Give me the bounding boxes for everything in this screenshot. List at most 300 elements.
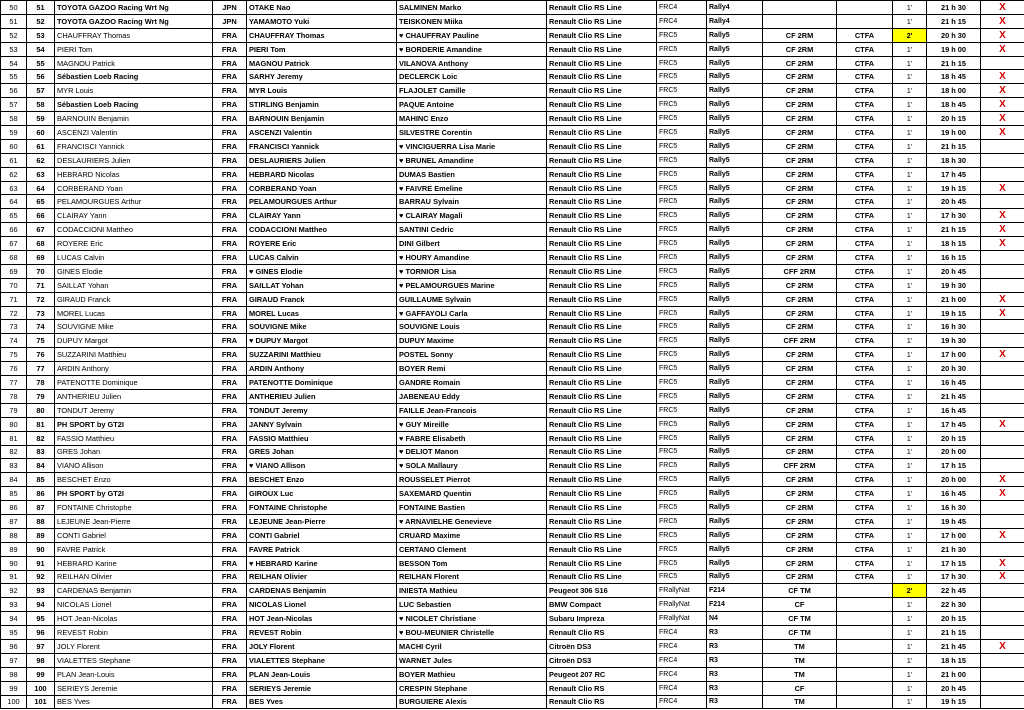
table-row	[1, 417, 1024, 431]
car-model-cell: Renault Clio RS Line	[547, 223, 657, 237]
driver-cell: ROYERE Eric	[247, 237, 397, 251]
start-interval-cell: 1'	[893, 278, 927, 292]
championship-cell	[763, 1, 837, 15]
championship-cell: CF 2RM	[763, 278, 837, 292]
cup-cell: CTFA	[837, 459, 893, 473]
co-driver-cell: DECLERCK Loic	[397, 70, 547, 84]
competitor-cell: FRANCISCI Yannick	[55, 139, 213, 153]
row-index-cell: 58	[1, 112, 27, 126]
start-interval-cell: 1'	[893, 612, 927, 626]
table-row	[1, 334, 1024, 348]
cup-cell: CTFA	[837, 514, 893, 528]
nationality-cell: JPN	[213, 1, 247, 15]
nationality-cell: FRA	[213, 112, 247, 126]
nationality-cell: FRA	[213, 126, 247, 140]
competitor-cell: CODACCIONI Mattheo	[55, 223, 213, 237]
table-row	[1, 278, 1024, 292]
nationality-cell: FRA	[213, 431, 247, 445]
row-index-cell: 72	[1, 306, 27, 320]
table-row	[1, 237, 1024, 251]
driver-cell: VIALETTES Stephane	[247, 653, 397, 667]
championship-cell: CF 2RM	[763, 112, 837, 126]
car-model-cell: Renault Clio RS Line	[547, 84, 657, 98]
group-cell: FRC5	[657, 445, 707, 459]
driver-cell: FONTAINE Christophe	[247, 501, 397, 515]
cup-cell: CTFA	[837, 292, 893, 306]
competitor-cell: CLAIRAY Yann	[55, 209, 213, 223]
start-interval-cell: 1'	[893, 223, 927, 237]
car-number-cell: 66	[27, 209, 55, 223]
start-interval-cell: 1'	[893, 334, 927, 348]
class-cell: R3	[707, 653, 763, 667]
competitor-cell: BES Yves	[55, 695, 213, 709]
co-driver-cell: DINI Gilbert	[397, 237, 547, 251]
group-cell: FRC5	[657, 528, 707, 542]
table-row	[1, 14, 1024, 28]
group-cell: FRC5	[657, 334, 707, 348]
car-model-cell: Renault Clio RS Line	[547, 417, 657, 431]
reservation-mark-cell	[981, 195, 1024, 209]
championship-cell: CF 2RM	[763, 292, 837, 306]
table-row	[1, 292, 1024, 306]
competitor-cell: TONDUT Jeremy	[55, 403, 213, 417]
start-interval-cell: 1'	[893, 695, 927, 709]
competitor-cell: FAVRE Patrick	[55, 542, 213, 556]
nationality-cell: FRA	[213, 195, 247, 209]
start-interval-cell: 1'	[893, 417, 927, 431]
car-model-cell: Renault Clio RS Line	[547, 320, 657, 334]
co-driver-cell: ROUSSELET Pierrot	[397, 473, 547, 487]
class-cell: Rally5	[707, 570, 763, 584]
group-cell: FRC4	[657, 626, 707, 640]
co-driver-cell: PAQUE Antoine	[397, 98, 547, 112]
competitor-cell: REVEST Robin	[55, 626, 213, 640]
co-driver-cell: CERTANO Clement	[397, 542, 547, 556]
class-cell: Rally5	[707, 153, 763, 167]
table-row	[1, 56, 1024, 70]
start-interval-cell: 1'	[893, 389, 927, 403]
start-time-cell: 16 h 30	[927, 501, 981, 515]
competitor-cell: Sébastien Loeb Racing	[55, 98, 213, 112]
nationality-cell: FRA	[213, 403, 247, 417]
competitor-cell: GINES Elodie	[55, 264, 213, 278]
start-interval-cell: 1'	[893, 473, 927, 487]
group-cell: FRC5	[657, 28, 707, 42]
car-number-cell: 97	[27, 639, 55, 653]
competitor-cell: SUZZARINI Matthieu	[55, 348, 213, 362]
nationality-cell: FRA	[213, 528, 247, 542]
driver-cell: ASCENZI Valentin	[247, 126, 397, 140]
championship-cell: CF 2RM	[763, 389, 837, 403]
row-index-cell: 89	[1, 542, 27, 556]
driver-cell: JANNY Sylvain	[247, 417, 397, 431]
car-number-cell: 62	[27, 153, 55, 167]
start-interval-cell: 1'	[893, 362, 927, 376]
row-index-cell: 52	[1, 28, 27, 42]
row-index-cell: 99	[1, 681, 27, 695]
start-time-cell: 18 h 00	[927, 84, 981, 98]
start-interval-cell: 1'	[893, 487, 927, 501]
driver-cell: GIROUX Luc	[247, 487, 397, 501]
car-model-cell: Renault Clio RS Line	[547, 514, 657, 528]
table-row	[1, 167, 1024, 181]
cup-cell: CTFA	[837, 181, 893, 195]
reservation-mark-cell: X	[981, 306, 1024, 320]
car-number-cell: 58	[27, 98, 55, 112]
co-driver-cell: TEISKONEN Miika	[397, 14, 547, 28]
group-cell: FRC5	[657, 570, 707, 584]
championship-cell: CF 2RM	[763, 362, 837, 376]
nationality-cell: FRA	[213, 278, 247, 292]
table-row	[1, 306, 1024, 320]
group-cell: FRC5	[657, 473, 707, 487]
row-index-cell: 62	[1, 167, 27, 181]
start-time-cell: 17 h 15	[927, 459, 981, 473]
start-interval-cell: 1'	[893, 306, 927, 320]
table-row	[1, 251, 1024, 265]
row-index-cell: 95	[1, 626, 27, 640]
co-driver-cell: ♥ CLAIRAY Magali	[397, 209, 547, 223]
championship-cell: CF 2RM	[763, 56, 837, 70]
cup-cell: CTFA	[837, 223, 893, 237]
championship-cell: TM	[763, 653, 837, 667]
competitor-cell: CORBERAND Yoan	[55, 181, 213, 195]
start-interval-cell: 1'	[893, 209, 927, 223]
group-cell: FRC5	[657, 251, 707, 265]
car-model-cell: Renault Clio RS Line	[547, 570, 657, 584]
co-driver-cell: ♥ ARNAVIELHE Genevieve	[397, 514, 547, 528]
row-index-cell: 51	[1, 14, 27, 28]
reservation-mark-cell	[981, 667, 1024, 681]
co-driver-cell: BOYER Mathieu	[397, 667, 547, 681]
driver-cell: CORBERAND Yoan	[247, 181, 397, 195]
car-number-cell: 52	[27, 14, 55, 28]
entry-rows	[1, 1, 1024, 709]
start-interval-cell: 1'	[893, 98, 927, 112]
cup-cell: CTFA	[837, 112, 893, 126]
start-interval-cell: 1'	[893, 459, 927, 473]
nationality-cell: FRA	[213, 306, 247, 320]
start-interval-cell: 1'	[893, 348, 927, 362]
car-model-cell: Renault Clio RS Line	[547, 362, 657, 376]
nationality-cell: FRA	[213, 292, 247, 306]
nationality-cell: FRA	[213, 376, 247, 390]
reservation-mark-cell: X	[981, 417, 1024, 431]
nationality-cell: FRA	[213, 695, 247, 709]
start-interval-cell: 1'	[893, 626, 927, 640]
driver-cell: FASSIO Matthieu	[247, 431, 397, 445]
group-cell: FRallyNat	[657, 612, 707, 626]
group-cell: FRC5	[657, 264, 707, 278]
championship-cell: CF 2RM	[763, 42, 837, 56]
co-driver-cell: ♥ VINCIGUERRA Lisa Marie	[397, 139, 547, 153]
driver-cell: SERIEYS Jeremie	[247, 681, 397, 695]
table-row	[1, 42, 1024, 56]
cup-cell: CTFA	[837, 237, 893, 251]
reservation-mark-cell	[981, 681, 1024, 695]
championship-cell: CF 2RM	[763, 473, 837, 487]
driver-cell: DESLAURIERS Julien	[247, 153, 397, 167]
car-model-cell: Renault Clio RS Line	[547, 278, 657, 292]
group-cell: FRC5	[657, 459, 707, 473]
row-index-cell: 73	[1, 320, 27, 334]
car-number-cell: 100	[27, 681, 55, 695]
car-model-cell: Renault Clio RS Line	[547, 42, 657, 56]
car-number-cell: 68	[27, 237, 55, 251]
group-cell: FRC5	[657, 181, 707, 195]
nationality-cell: JPN	[213, 14, 247, 28]
cup-cell: CTFA	[837, 473, 893, 487]
championship-cell: CF 2RM	[763, 556, 837, 570]
table-row	[1, 98, 1024, 112]
car-number-cell: 53	[27, 28, 55, 42]
championship-cell: CF TM	[763, 626, 837, 640]
car-number-cell: 55	[27, 56, 55, 70]
driver-cell: ANTHERIEU Julien	[247, 389, 397, 403]
competitor-cell: NICOLAS Lionel	[55, 598, 213, 612]
co-driver-cell: FLAJOLET Camille	[397, 84, 547, 98]
co-driver-cell: LUC Sebastien	[397, 598, 547, 612]
nationality-cell: FRA	[213, 445, 247, 459]
cup-cell: CTFA	[837, 528, 893, 542]
car-model-cell: Renault Clio RS Line	[547, 348, 657, 362]
row-index-cell: 100	[1, 695, 27, 709]
class-cell: Rally5	[707, 348, 763, 362]
co-driver-cell: MACHI Cyril	[397, 639, 547, 653]
car-model-cell: Renault Clio RS Line	[547, 403, 657, 417]
class-cell: Rally5	[707, 403, 763, 417]
car-number-cell: 82	[27, 431, 55, 445]
nationality-cell: FRA	[213, 251, 247, 265]
start-time-cell: 17 h 00	[927, 528, 981, 542]
car-number-cell: 65	[27, 195, 55, 209]
co-driver-cell: BARRAU Sylvain	[397, 195, 547, 209]
competitor-cell: ASCENZI Valentin	[55, 126, 213, 140]
nationality-cell: FRA	[213, 181, 247, 195]
reservation-mark-cell	[981, 264, 1024, 278]
co-driver-cell: ♥ FABRE Elisabeth	[397, 431, 547, 445]
group-cell: FRallyNat	[657, 584, 707, 598]
table-row	[1, 695, 1024, 709]
row-index-cell: 76	[1, 362, 27, 376]
championship-cell: CF 2RM	[763, 195, 837, 209]
row-index-cell: 74	[1, 334, 27, 348]
reservation-mark-cell	[981, 584, 1024, 598]
cup-cell: CTFA	[837, 70, 893, 84]
car-number-cell: 95	[27, 612, 55, 626]
car-number-cell: 101	[27, 695, 55, 709]
start-interval-cell: 1'	[893, 42, 927, 56]
driver-cell: CODACCIONI Mattheo	[247, 223, 397, 237]
driver-cell: NICOLAS Lionel	[247, 598, 397, 612]
reservation-mark-cell	[981, 514, 1024, 528]
group-cell: FRC5	[657, 403, 707, 417]
table-row	[1, 639, 1024, 653]
class-cell: Rally5	[707, 292, 763, 306]
class-cell: Rally5	[707, 528, 763, 542]
row-index-cell: 61	[1, 153, 27, 167]
championship-cell: CF 2RM	[763, 320, 837, 334]
car-number-cell: 89	[27, 528, 55, 542]
championship-cell: CF TM	[763, 612, 837, 626]
cup-cell: CTFA	[837, 389, 893, 403]
group-cell: FRC4	[657, 695, 707, 709]
nationality-cell: FRA	[213, 417, 247, 431]
car-number-cell: 98	[27, 653, 55, 667]
championship-cell: CF	[763, 598, 837, 612]
co-driver-cell: BURGUIERE Alexis	[397, 695, 547, 709]
car-number-cell: 81	[27, 417, 55, 431]
championship-cell: CF 2RM	[763, 70, 837, 84]
start-time-cell: 16 h 15	[927, 251, 981, 265]
class-cell: Rally5	[707, 56, 763, 70]
competitor-cell: CARDENAS Benjamin	[55, 584, 213, 598]
row-index-cell: 94	[1, 612, 27, 626]
class-cell: Rally5	[707, 237, 763, 251]
row-index-cell: 96	[1, 639, 27, 653]
competitor-cell: TOYOTA GAZOO Racing Wrt Ng	[55, 1, 213, 15]
start-time-cell: 21 h 45	[927, 389, 981, 403]
reservation-mark-cell: X	[981, 70, 1024, 84]
driver-cell: GRES Johan	[247, 445, 397, 459]
driver-cell: SUZZARINI Matthieu	[247, 348, 397, 362]
start-interval-cell: 1'	[893, 153, 927, 167]
class-cell: Rally5	[707, 514, 763, 528]
driver-cell: BES Yves	[247, 695, 397, 709]
car-number-cell: 85	[27, 473, 55, 487]
championship-cell: CFF 2RM	[763, 264, 837, 278]
car-number-cell: 69	[27, 251, 55, 265]
reservation-mark-cell: X	[981, 570, 1024, 584]
table-row	[1, 556, 1024, 570]
car-model-cell: BMW Compact	[547, 598, 657, 612]
cup-cell: CTFA	[837, 431, 893, 445]
driver-cell: JOLY Florent	[247, 639, 397, 653]
co-driver-cell: ♥ BORDERIE Amandine	[397, 42, 547, 56]
cup-cell: CTFA	[837, 306, 893, 320]
class-cell: N4	[707, 612, 763, 626]
start-interval-cell: 1'	[893, 501, 927, 515]
championship-cell: CF 2RM	[763, 431, 837, 445]
table-row	[1, 403, 1024, 417]
reservation-mark-cell: X	[981, 528, 1024, 542]
co-driver-cell: REILHAN Florent	[397, 570, 547, 584]
start-interval-cell: 1'	[893, 264, 927, 278]
co-driver-cell: SOUVIGNE Louis	[397, 320, 547, 334]
driver-cell: MYR Louis	[247, 84, 397, 98]
start-interval-cell: 1'	[893, 195, 927, 209]
nationality-cell: FRA	[213, 487, 247, 501]
start-time-cell: 18 h 30	[927, 153, 981, 167]
start-time-cell: 20 h 15	[927, 612, 981, 626]
competitor-cell: SAILLAT Yohan	[55, 278, 213, 292]
co-driver-cell: ♥ HOURY Amandine	[397, 251, 547, 265]
championship-cell: CF 2RM	[763, 348, 837, 362]
car-model-cell: Renault Clio RS Line	[547, 167, 657, 181]
reservation-mark-cell	[981, 167, 1024, 181]
co-driver-cell: ♥ CHAUFFRAY Pauline	[397, 28, 547, 42]
co-driver-cell: CRUARD Maxime	[397, 528, 547, 542]
car-number-cell: 63	[27, 167, 55, 181]
driver-cell: CARDENAS Benjamin	[247, 584, 397, 598]
class-cell: Rally5	[707, 126, 763, 140]
car-number-cell: 90	[27, 542, 55, 556]
competitor-cell: BARNOUIN Benjamin	[55, 112, 213, 126]
competitor-cell: HOT Jean-Nicolas	[55, 612, 213, 626]
start-interval-cell: 1'	[893, 251, 927, 265]
class-cell: Rally5	[707, 389, 763, 403]
start-time-cell: 17 h 30	[927, 570, 981, 584]
row-index-cell: 77	[1, 376, 27, 390]
car-model-cell: Renault Clio RS Line	[547, 98, 657, 112]
cup-cell	[837, 584, 893, 598]
start-time-cell: 21 h 30	[927, 542, 981, 556]
cup-cell: CTFA	[837, 334, 893, 348]
nationality-cell: FRA	[213, 167, 247, 181]
car-number-cell: 57	[27, 84, 55, 98]
co-driver-cell: ♥ PELAMOURGUES Marine	[397, 278, 547, 292]
row-index-cell: 81	[1, 431, 27, 445]
car-model-cell: Renault Clio RS Line	[547, 306, 657, 320]
table-row	[1, 445, 1024, 459]
class-cell: F214	[707, 584, 763, 598]
nationality-cell: FRA	[213, 237, 247, 251]
class-cell: Rally5	[707, 431, 763, 445]
table-row	[1, 195, 1024, 209]
nationality-cell: FRA	[213, 639, 247, 653]
car-model-cell: Citroën DS3	[547, 639, 657, 653]
group-cell: FRC5	[657, 348, 707, 362]
table-row	[1, 84, 1024, 98]
start-time-cell: 19 h 00	[927, 126, 981, 140]
class-cell: Rally5	[707, 334, 763, 348]
cup-cell: CTFA	[837, 278, 893, 292]
group-cell: FRC5	[657, 209, 707, 223]
class-cell: Rally5	[707, 70, 763, 84]
group-cell: FRC4	[657, 639, 707, 653]
cup-cell: CTFA	[837, 251, 893, 265]
competitor-cell: Sébastien Loeb Racing	[55, 70, 213, 84]
group-cell: FRC5	[657, 167, 707, 181]
start-interval-cell: 1'	[893, 598, 927, 612]
class-cell: Rally5	[707, 223, 763, 237]
group-cell: FRC4	[657, 1, 707, 15]
start-time-cell: 20 h 00	[927, 473, 981, 487]
group-cell: FRC5	[657, 126, 707, 140]
driver-cell: LUCAS Calvin	[247, 251, 397, 265]
cup-cell: CTFA	[837, 98, 893, 112]
nationality-cell: FRA	[213, 542, 247, 556]
nationality-cell: FRA	[213, 473, 247, 487]
start-interval-cell: 1'	[893, 292, 927, 306]
table-row	[1, 667, 1024, 681]
championship-cell: TM	[763, 639, 837, 653]
competitor-cell: SOUVIGNE Mike	[55, 320, 213, 334]
start-time-cell: 20 h 00	[927, 445, 981, 459]
championship-cell: CF 2RM	[763, 570, 837, 584]
class-cell: Rally4	[707, 14, 763, 28]
reservation-mark-cell	[981, 626, 1024, 640]
championship-cell: CF 2RM	[763, 542, 837, 556]
co-driver-cell: ♥ DELIOT Manon	[397, 445, 547, 459]
row-index-cell: 90	[1, 556, 27, 570]
car-number-cell: 80	[27, 403, 55, 417]
championship-cell: CF TM	[763, 584, 837, 598]
cup-cell: CTFA	[837, 417, 893, 431]
driver-cell: PATENOTTE Dominique	[247, 376, 397, 390]
co-driver-cell: ♥ GUY Mireille	[397, 417, 547, 431]
row-index-cell: 78	[1, 389, 27, 403]
